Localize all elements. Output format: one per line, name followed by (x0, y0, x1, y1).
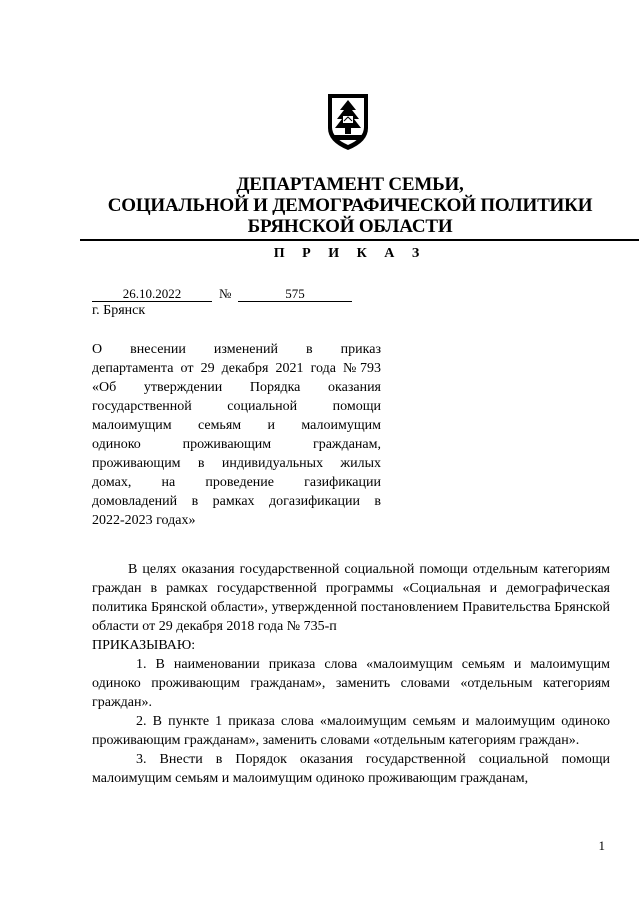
subject-line: одиноко проживающим гражданам, (92, 437, 381, 452)
city: г. Брянск (92, 303, 146, 318)
page-number: 1 (598, 838, 605, 853)
order-title: П Р И К А З (273, 246, 427, 261)
number-sign: № (219, 286, 232, 301)
order-number: 575 (238, 287, 352, 302)
subject-line: департамента от 29 декабря 2021 года №793 (92, 361, 381, 376)
subject-line: 2022-2023 годах» (92, 513, 196, 528)
department-name-line1: ДЕПАРТАМЕНТ СЕМЬИ, (236, 174, 464, 195)
order-word: ПРИКАЗЫВАЮ: (92, 638, 196, 653)
order-item-3: 3. Внести в Порядок оказания государственной социальной помощи малоимущим семьям и малоимущим одиноко проживающим гражданам, (92, 752, 610, 786)
order-number-field (238, 286, 352, 302)
subject-line: малоимущим семьям и малоимущим (92, 418, 381, 433)
order-subject (92, 340, 381, 530)
order-date-field (92, 286, 212, 302)
department-name-line3: БРЯНСКОЙ ОБЛАСТИ (247, 216, 453, 237)
header-divider (80, 239, 639, 241)
department-name-line2: СОЦИАЛЬНОЙ И ДЕМОГРАФИЧЕСКОЙ ПОЛИТИКИ (107, 195, 593, 216)
order-body (92, 560, 610, 788)
subject-line: «Об утверждении Порядка оказания (92, 380, 381, 395)
order-item-1: 1. В наименовании приказа слова «малоимущим семьям и малоимущим одиноко проживающим гражданам», заменить словами «отдельным категориям граждан». (92, 657, 610, 710)
coat-of-arms-icon (324, 88, 372, 152)
preamble-paragraph: В целях оказания государственной социальной помощи отдельным категориям граждан в рамках государственной программы «Социальная и демографическая политика Брянской области», утвержденной постановлением Правительства Брянской области от 29 декабря 2018 года № 735-п (92, 562, 610, 634)
subject-line: проживающим в индивидуальных жилых (92, 456, 381, 471)
subject-line: государственной социальной помощи (92, 399, 381, 414)
subject-line: домах, на проведение газификации (92, 475, 381, 490)
subject-line: О внесении изменений в приказ (92, 342, 381, 357)
subject-line: домовладений в рамках догазификации в (92, 494, 381, 509)
order-date: 26.10.2022 (92, 287, 212, 302)
order-item-2: 2. В пункте 1 приказа слова «малоимущим семьям и малоимущим одиноко проживающим гражданам», заменить словами «отдельным категориям граждан». (92, 714, 610, 748)
